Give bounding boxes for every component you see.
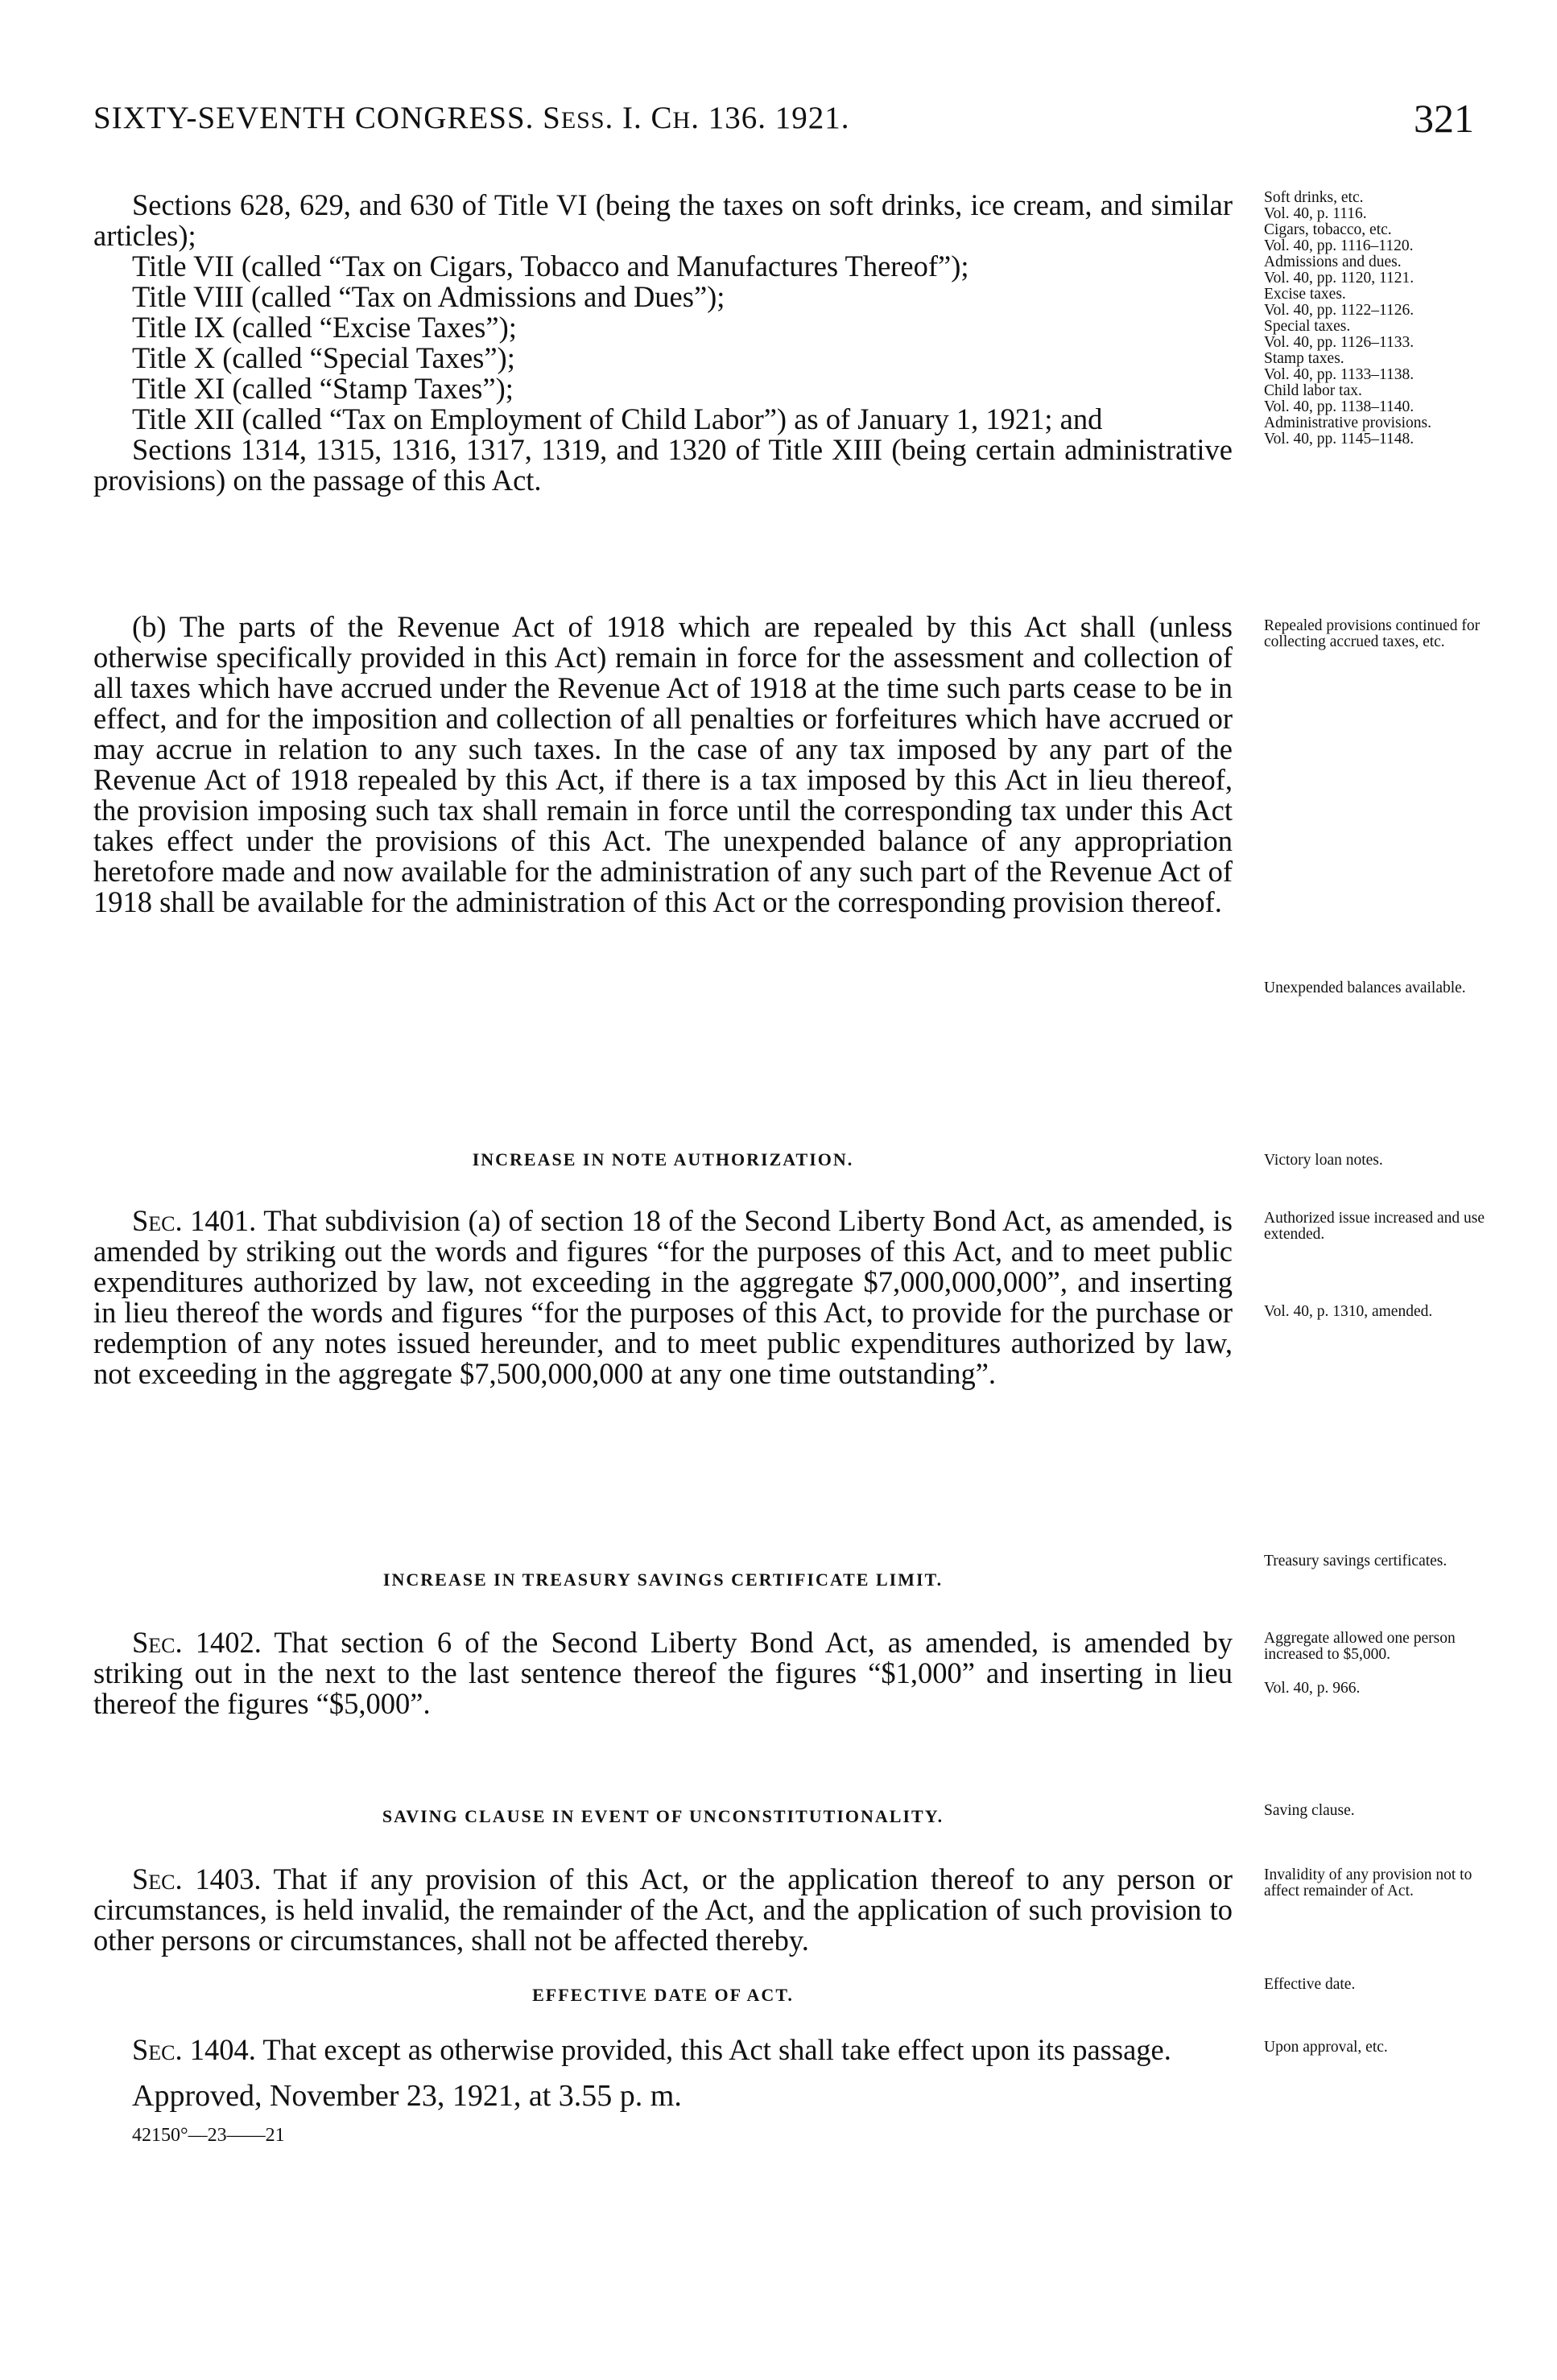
approval-line: Approved, November 23, 1921, at 3.55 p. m.: [132, 2079, 682, 2113]
titles-line-7: Title XII (called “Tax on Employment of Child Labor”) as of January 1, 1921; and: [132, 402, 1103, 435]
margin-note-child-labor-ref: Vol. 40, pp. 1138–1140.: [1264, 398, 1415, 415]
section-1402-label: Sec. 1402.: [132, 1626, 262, 1659]
margin-note-upon-approval: Upon approval, etc.: [1264, 2039, 1388, 2056]
margin-note-child-labor: Child labor tax.: [1264, 382, 1362, 399]
margin-note-aggregate: Aggregate allowed one person increased to $5,000.: [1264, 1630, 1456, 1663]
session-prefix: S: [543, 101, 561, 135]
session-number: . I.: [605, 101, 642, 135]
chapter-prefix: C: [650, 101, 673, 135]
section-1404: [93, 2035, 1233, 2065]
titles-line-6: Title XI (called “Stamp Taxes”);: [132, 372, 514, 405]
section-1402: [93, 1627, 1233, 1719]
section-1403-text: That if any provision of this Act, or the application thereof to any person or circumstances, is held invalid, the remainder of the Act, and the application of such provision to other persons or circumstances, shall not be affected thereby.: [93, 1862, 1233, 1957]
section-1404-label: Sec. 1404.: [132, 2033, 256, 2066]
heading-effective-date: EFFECTIVE DATE OF ACT.: [532, 1985, 794, 2005]
margin-note-soft-drinks: Soft drinks, etc.: [1264, 189, 1364, 206]
margin-note-admissions: Admissions and dues.: [1264, 254, 1402, 270]
section-1402-text: That section 6 of the Second Liberty Bond Act, as amended, is amended by striking out in the next to the last sentence thereof the figures “$1,000” and inserting in lieu thereof the figures “$5,000”.: [93, 1626, 1233, 1720]
titles-line-1: Sections 628, 629, and 630 of Title VI (being the taxes on soft drinks, ice cream, and similar articles);: [93, 188, 1233, 252]
margin-note-stamp-ref: Vol. 40, pp. 1133–1138.: [1264, 366, 1415, 383]
heading-saving-clause: SAVING CLAUSE IN EVENT OF UNCONSTITUTIONALITY.: [382, 1806, 944, 1826]
margin-note-authorized-ref: Vol. 40, p. 1310, amended.: [1264, 1303, 1433, 1320]
chapter-number: . 136.: [691, 101, 766, 135]
titles-line-4: Title IX (called “Excise Taxes”);: [132, 311, 517, 344]
chapter-rest: H: [672, 107, 692, 134]
margin-note-victory: Victory loan notes.: [1264, 1152, 1383, 1169]
section-1401-label: Sec. 1401.: [132, 1204, 257, 1237]
margin-note-soft-drinks-ref: Vol. 40, p. 1116.: [1264, 205, 1367, 222]
margin-note-repealed: Repealed provisions continued for collecting accrued taxes, etc.: [1264, 617, 1481, 650]
titles-line-8: Sections 1314, 1315, 1316, 1317, 1319, and 1320 of Title XIII (being certain administrative provisions) on the passage of this Act.: [93, 433, 1233, 497]
congress-label: SIXTY-SEVENTH CONGRESS.: [93, 101, 535, 135]
margin-note-saving: Saving clause.: [1264, 1802, 1355, 1819]
margin-note-authorized: Authorized issue increased and use extended.: [1264, 1210, 1485, 1243]
printer-code: 42150°—23——21: [132, 2125, 285, 2146]
margin-notes-titles: [1264, 190, 1497, 448]
titles-line-2: Title VII (called “Tax on Cigars, Tobacco and Manufactures Thereof”);: [132, 250, 969, 283]
margin-note-special: Special taxes.: [1264, 318, 1351, 335]
margin-note-admin-ref: Vol. 40, pp. 1145–1148.: [1264, 431, 1415, 448]
titles-line-3: Title VIII (called “Tax on Admissions and Dues”);: [132, 280, 725, 313]
margin-note-stamp: Stamp taxes.: [1264, 350, 1344, 367]
heading-treasury-limit: INCREASE IN TREASURY SAVINGS CERTIFICATE LIMIT.: [382, 1569, 944, 1590]
titles-line-5: Title X (called “Special Taxes”);: [132, 341, 515, 374]
paragraph-b-text: (b) The parts of the Revenue Act of 1918 which are repealed by this Act shall (unless otherwise specifically provided in this Act) remain in force for the assessment and collection of all taxes which have accrued under the Revenue Act of 1918 at the time such parts cease to be in effect, and for the imposition and collection of all penalties or forfeitures which have accrued or may accrue in relation to any such taxes. In the case of any tax imposed by any part of the Revenue Act of 1918 repealed by this Act, if there is a tax imposed by this Act in lieu thereof, the provision imposing such tax shall remain in force until the corresponding tax under this Act takes effect under the provisions of this Act. The unexpended balance of any appropriation heretofore made and now available for the administration of any such part of the Revenue Act of 1918 shall be available for the administration of this Act or the corresponding provision thereof.: [93, 610, 1233, 918]
margin-note-excise: Excise taxes.: [1264, 286, 1346, 303]
section-1401-text: That subdivision (a) of section 18 of the Second Liberty Bond Act, as amended, is amended by striking out the words and figures “for the purposes of this Act, and to meet public expenditures authorized by law, not exceeding in the aggregate $7,000,000,000”, and inserting in lieu thereof the words and figures “for the purposes of this Act, to provide for the purchase or redemption of any notes issued hereunder, and to meet public expenditures authorized by law, not exceeding in the aggregate $7,500,000,000 at any one time outstanding”.: [93, 1204, 1233, 1390]
margin-note-cigars-ref: Vol. 40, pp. 1116–1120.: [1264, 237, 1414, 254]
page-number: 321: [1414, 96, 1474, 141]
margin-note-admin: Administrative provisions.: [1264, 415, 1431, 431]
running-head: [93, 95, 1474, 151]
section-1401: [93, 1206, 1233, 1389]
margin-note-treasury: Treasury savings certificates.: [1264, 1553, 1448, 1569]
heading-note-authorization: INCREASE IN NOTE AUTHORIZATION.: [472, 1149, 854, 1169]
session-rest: ESS: [560, 107, 605, 134]
margin-note-admissions-ref: Vol. 40, pp. 1120, 1121.: [1264, 270, 1415, 287]
repealed-titles-list: [93, 190, 1233, 496]
margin-note-cigars: Cigars, tobacco, etc.: [1264, 221, 1392, 238]
year-label: 1921.: [774, 101, 850, 135]
running-head-title: [93, 100, 849, 136]
section-1403: [93, 1864, 1233, 1956]
section-1403-label: Sec. 1403.: [132, 1862, 262, 1895]
margin-note-effective: Effective date.: [1264, 1976, 1356, 1993]
margin-note-aggregate-ref: Vol. 40, p. 966.: [1264, 1680, 1361, 1697]
paragraph-b: [93, 612, 1233, 918]
margin-note-special-ref: Vol. 40, pp. 1126–1133.: [1264, 334, 1415, 351]
margin-note-invalidity: Invalidity of any provision not to affect remainder of Act.: [1264, 1866, 1472, 1899]
margin-note-unexpended: Unexpended balances available.: [1264, 980, 1466, 996]
section-1404-text: That except as otherwise provided, this Act shall take effect upon its passage.: [262, 2033, 1171, 2066]
margin-note-excise-ref: Vol. 40, pp. 1122–1126.: [1264, 302, 1415, 319]
